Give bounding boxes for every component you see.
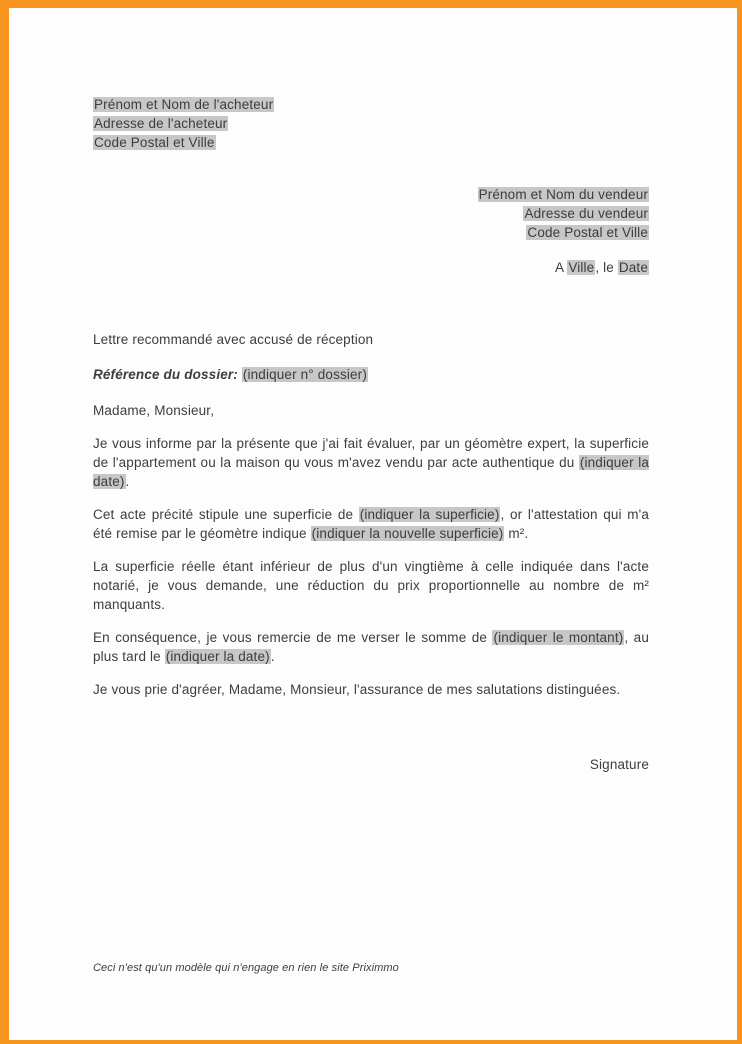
paragraph-text: En conséquence, je vous remercie de me verser le somme de xyxy=(93,630,493,645)
salutation: Madame, Monsieur, xyxy=(93,403,215,418)
date-line-middle: , le xyxy=(595,260,618,275)
nouvelle-superficie-placeholder: (indiquer la nouvelle superficie) xyxy=(311,526,504,541)
paragraph-superficie xyxy=(93,505,649,543)
paragraph-text: Je vous prie d'agréer, Madame, Monsieur, l'assurance de mes salutations distinguées. xyxy=(93,682,621,697)
paragraph-text: , au plus tard le xyxy=(93,630,649,664)
reference-line xyxy=(93,365,649,384)
date-line xyxy=(93,258,649,277)
paragraph-text: Je vous informe par la présente que j'ai fait évaluer, par un géomètre expert, la superficie de l'appartement ou la maison qu vous m'avez vendu par acte authentique du xyxy=(93,436,649,470)
montant-placeholder: (indiquer le montant) xyxy=(493,630,624,645)
paragraph-text: . xyxy=(125,474,130,489)
seller-name-placeholder: Prénom et Nom du vendeur xyxy=(478,187,648,202)
date-line-prefix: A xyxy=(555,260,568,275)
paragraph-reduction xyxy=(93,557,649,614)
paragraph-text: , or l'attestation qui m'a été remise par le géomètre indique xyxy=(93,507,650,541)
paragraph-text: m². xyxy=(504,526,529,541)
acte-date-placeholder: (indiquer la date) xyxy=(93,455,649,489)
seller-street-placeholder: Adresse du vendeur xyxy=(524,206,648,221)
seller-address-block xyxy=(93,185,649,242)
disclaimer-footer: Ceci n'est qu'un modèle qui n'engage en rien le site Priximmo xyxy=(93,962,399,974)
dossier-number-placeholder: (indiquer n° dossier) xyxy=(242,367,367,382)
buyer-address-block xyxy=(93,95,649,152)
paragraph-demande xyxy=(93,628,649,666)
signature-label: Signature xyxy=(589,757,649,772)
paragraph-evaluation xyxy=(93,434,649,491)
seller-address-line xyxy=(93,204,649,223)
subject-line: Lettre recommandé avec accusé de réception xyxy=(93,332,374,347)
buyer-address-line xyxy=(93,114,649,133)
echeance-date-placeholder: (indiquer la date) xyxy=(165,649,270,664)
superficie-placeholder: (indiquer la superficie) xyxy=(359,507,500,522)
seller-city-placeholder: Code Postal et Ville xyxy=(527,225,648,240)
paragraph-text: La superficie réelle étant inférieur de plus d'un vingtième à celle indiquée dans l'acte notarié, je vous demande, une réduction du prix proportionnelle au nombre de m² manquants. xyxy=(93,559,649,612)
paragraph-politesse xyxy=(93,680,649,699)
paragraph-text: . xyxy=(270,649,275,664)
buyer-street-placeholder: Adresse de l'acheteur xyxy=(94,116,228,131)
date-placeholder: Date xyxy=(618,260,648,275)
letter-content xyxy=(9,8,737,774)
seller-address-line xyxy=(93,185,649,204)
reference-label: Référence du dossier: xyxy=(93,367,238,382)
buyer-city-placeholder: Code Postal et Ville xyxy=(94,135,215,150)
buyer-address-line xyxy=(93,95,649,114)
city-placeholder: Ville xyxy=(568,260,595,275)
buyer-name-placeholder: Prénom et Nom de l'acheteur xyxy=(94,97,274,112)
buyer-address-line xyxy=(93,133,649,152)
seller-address-line xyxy=(93,223,649,242)
paragraph-text: Cet acte précité stipule une superficie de xyxy=(93,507,359,522)
